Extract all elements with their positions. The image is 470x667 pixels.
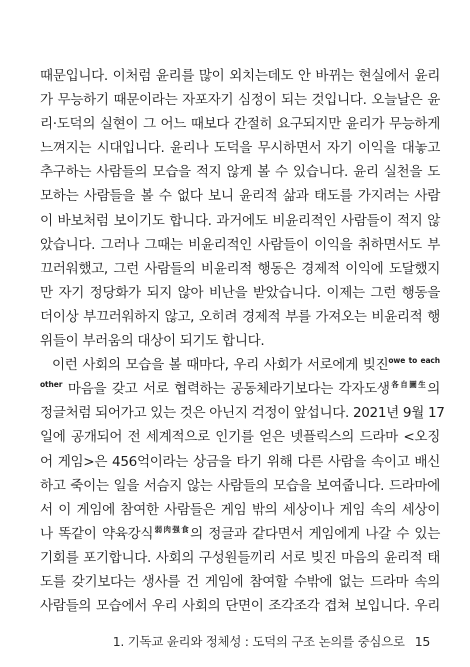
text-line: 사람들의 모습에서 우리 사회의 단면이 조각조각 겹쳐 보입니다. 우리 <box>40 598 440 615</box>
text-line <box>40 522 440 546</box>
text-line: 이 바보처럼 보이기도 합니다. 과거에도 비윤리적인 사람들이 적지 않 <box>40 212 440 229</box>
text-line: 만 자기 정당화가 되지 않아 비난을 받았습니다. 이제는 그런 행동을 <box>40 284 440 301</box>
text-line: 하고 죽이는 일을 서슴지 않는 사람들의 모습을 보여줍니다. 드라마에 <box>40 477 440 494</box>
text-line: 어 게임>은 456억이라는 상금을 타기 위해 다른 사람을 속이고 배신 <box>40 453 440 470</box>
gloss-annotation: 弱肉强食 <box>153 524 191 534</box>
text-line: 느껴지는 시대입니다. 윤리나 도덕을 무시하면서 자기 이익을 대놓고 <box>40 140 440 157</box>
text-line <box>40 377 440 401</box>
text-line: 리·도덕의 실현이 그 어느 때보다 간절히 요구되지만 윤리가 무능하게 <box>40 116 440 133</box>
text-span: 의 정글과 같다면서 게임에게 나갈 수 있는 <box>190 525 440 542</box>
text-span: 나 똑같이 약육강식 <box>40 525 154 542</box>
text-line: 도를 갖기보다는 생사를 건 게임에 참여할 수밖에 없는 드라마 속의 <box>40 573 440 590</box>
text-span: 마음을 갖고 서로 협력하는 공동체라기보다는 각자도생 <box>62 381 390 398</box>
text-line: 모하는 사람들을 볼 수 없다 보니 윤리적 삶과 태도를 가지려는 사람 <box>40 188 440 205</box>
text-line: 정글처럼 되어가고 있는 것은 아닌지 걱정이 앞섭니다. 2021년 9월 17 <box>40 405 445 422</box>
text-span: 의 <box>427 381 440 398</box>
text-line: 더이상 부끄러워하지 않고, 오히려 경제적 부를 가져오는 비윤리적 행 <box>40 308 440 325</box>
page-footer <box>0 632 430 650</box>
text-line <box>40 353 440 377</box>
text-line: 았습니다. 그러나 그때는 비윤리적인 사람들이 이익을 취하면서도 부 <box>40 236 440 253</box>
text-line: 끄러워했고, 그런 사람들의 비윤리적 행동은 경제적 이익에 도달했지 <box>40 260 440 277</box>
chapter-title: 1. 기독교 윤리와 정체성 : 도덕의 구조 논의를 중심으로 <box>112 634 405 649</box>
page-number: 15 <box>414 634 430 649</box>
text-line: 가 무능하기 때문이라는 자포자기 심정이 되는 것입니다. 오늘날은 윤 <box>40 92 440 109</box>
gloss-annotation: 各自圖生 <box>389 380 428 390</box>
text-line: 기회를 포기합니다. 사회의 구성원들끼리 서로 빚진 마음의 윤리적 태 <box>40 549 440 566</box>
text-line: 때문입니다. 이처럼 윤리를 많이 외치는데도 안 바뀌는 현실에서 윤리 <box>40 68 440 84</box>
gloss-annotation: owe to each <box>388 356 440 366</box>
text-line: 서 이 게임에 참여한 사람들은 게임 밖의 세상이나 게임 속의 세상이 <box>40 501 440 518</box>
body-text <box>40 64 445 618</box>
gloss-annotation: other <box>40 380 63 390</box>
text-line: 일에 공개되어 전 세계적으로 인기를 얻은 넷플릭스의 드라마 <오징 <box>40 429 440 446</box>
text-span: 이런 사회의 모습을 볼 때마다, 우리 사회가 서로에게 빚진 <box>52 357 389 374</box>
text-line: 위들이 부러움의 대상이 되기도 합니다. <box>40 333 265 350</box>
text-line: 추구하는 사람들의 모습을 적지 않게 볼 수 있습니다. 윤리 실천을 도 <box>40 164 440 181</box>
